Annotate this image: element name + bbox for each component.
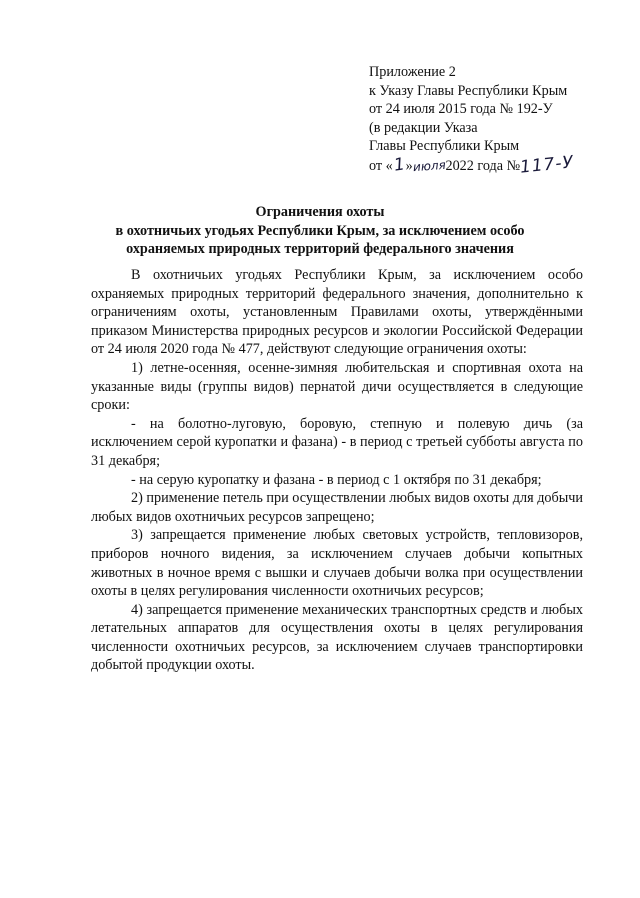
header-line-4: (в редакции Указа [369, 119, 478, 136]
appendix-header [369, 63, 619, 176]
item-1-sub-a: - на болотно-луговую, боровую, степную и полевую дичь (за исключением серой куропатки и фазана) - в период с третьей субботы августа по 31 декабря; [91, 415, 583, 469]
header-date-line [369, 152, 619, 178]
item-1-sub-b: - на серую куропатку и фазана - в период с 1 октября по 31 декабря; [131, 471, 542, 488]
handwritten-month: июля [412, 157, 446, 175]
date-mid: » [405, 157, 413, 174]
header-line-5: Главы Республики Крым [369, 138, 520, 155]
handwritten-decree-number: 117-У [519, 152, 575, 178]
header-line-2: к Указу Главы Республики Крым [369, 82, 568, 99]
item-4: 4) запрещается применение механических транспортных средств и любых летательных аппаратов для осуществления охоты в целях регулирования численности охотничьих ресурсов, за исключением случаев транспортировки добытой продукции охоты. [91, 601, 583, 674]
header-line-3: от 24 июля 2015 года № 192-У [369, 101, 553, 118]
date-suffix: 2022 года № [445, 157, 521, 174]
document-body [91, 266, 583, 675]
item-1: 1) летне-осенняя, осенне-зимняя любительская и спортивная охота на указанные виды (группы видов) пернатой дичи осуществляется в следующие сроки: [91, 359, 583, 414]
handwritten-day: 1 [392, 154, 406, 176]
item-2: 2) применение петель при осуществлении любых видов охоты для добычи любых видов охотничьих ресурсов запрещено; [91, 490, 583, 525]
title-line-1: Ограничения охоты [255, 204, 385, 220]
item-3: 3) запрещается применение любых световых устройств, тепловизоров, приборов ночного видения, за исключением случаев добычи копытных животных в ночное время с вышки и случаев добычи волка при осуществлении охоты в целях регулирования численности охотничьих ресурсов; [91, 527, 583, 600]
date-prefix: от « [369, 157, 393, 174]
document-title [90, 203, 550, 259]
header-line-1: Приложение 2 [369, 64, 456, 80]
title-line-3: охраняемых природных территорий федерального значения [126, 241, 514, 258]
intro-paragraph: В охотничьих угодьях Республики Крым, за исключением особо охраняемых природных территорий федерального значения, дополнительно к ограничениям охоты, установленным Правилами охоты, утверждёнными приказом Министерства природных ресурсов и экологии Российской Федерации от 24 июля 2020 года № 477, действуют следующие ограничения охоты: [91, 267, 583, 358]
title-line-2: в охотничьих угодьях Республики Крым, за исключением особо [115, 222, 525, 239]
